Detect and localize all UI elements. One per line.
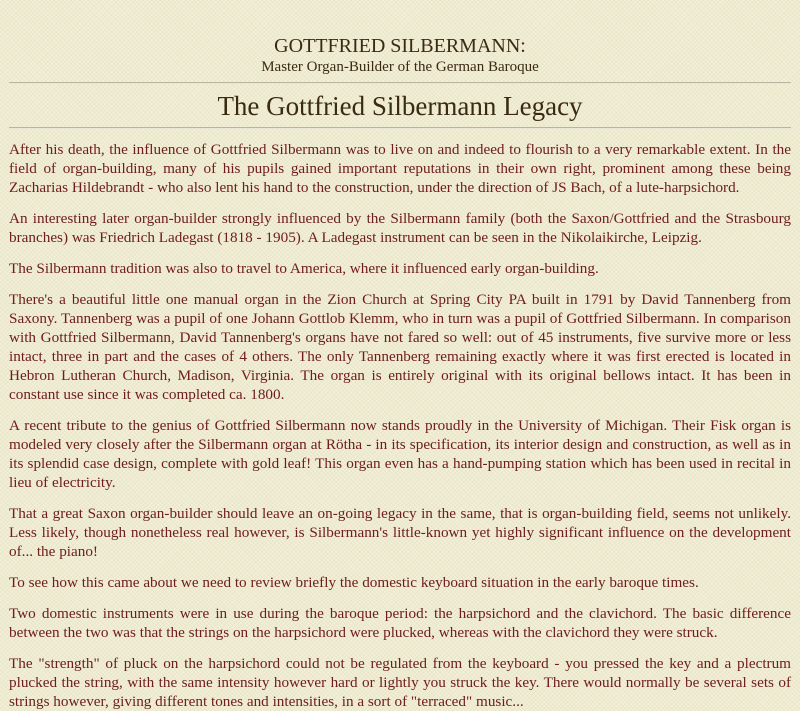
article-body [9, 140, 791, 711]
paragraph: Two domestic instruments were in use during the baroque period: the harpsichord and the clavichord. The basic difference between the two was that the strings on the harpsichord were plucked, whereas with the clavichord they were struck. [9, 605, 791, 641]
divider [9, 127, 791, 129]
paragraph: The Silbermann tradition was also to travel to America, where it influenced early organ-building. [9, 260, 599, 277]
page-title: The Gottfried Silbermann Legacy [217, 91, 583, 121]
paragraph: An interesting later organ-builder strongly influenced by the Silbermann family (both the Saxon/Gottfried and the Strasbourg branches) was Friedrich Ladegast (1818 - 1905). A Ladegast instrument can be seen in the Nikolaikirche, Leipzig. [9, 210, 791, 246]
site-subtitle: Master Organ-Builder of the German Baroque [261, 59, 539, 75]
paragraph: That a great Saxon organ-builder should leave an on-going legacy in the same, that is organ-building field, seems not unlikely. Less likely, though nonetheless real however, is Silbermann's little-known yet highly significant influence on the development of... the piano! [9, 505, 791, 560]
paragraph: To see how this came about we need to review briefly the domestic keyboard situation in the early baroque times. [9, 574, 699, 591]
site-title: GOTTFRIED SILBERMANN: [274, 35, 526, 57]
site-header [9, 0, 791, 76]
paragraph: There's a beautiful little one manual organ in the Zion Church at Spring City PA built in 1791 by David Tannenberg from Saxony. Tannenberg was a pupil of one Johann Gottlob Klemm, who in turn was a pupil of Gottfried Silbermann. In comparison with Gottfried Silbermann, David Tannenberg's organs have not fared so well: out of 45 instruments, five survive more or less intact, three in part and the cases of 4 others. The only Tannenberg remaining exactly where it was first erected is located in Hebron Lutheran Church, Madison, Virginia. The organ is entirely original with its original bellows intact. It has been in constant use since it was completed ca. 1800. [9, 291, 791, 403]
paragraph: The "strength" of pluck on the harpsichord could not be regulated from the keyboard - you pressed the key and a plectrum plucked the string, with the same intensity however hard or lightly you struck the key. There would normally be several sets of strings however, giving different tones and intensities, in a sort of "terraced" music... [9, 655, 791, 710]
paragraph: A recent tribute to the genius of Gottfried Silbermann now stands proudly in the University of Michigan. Their Fisk organ is modeled very closely after the Silbermann organ at Rötha - in its specification, its interior design and construction, as well as in its splendid case design, complete with gold leaf! This organ even has a hand-pumping station which has been used in recital in lieu of electricity. [9, 417, 791, 491]
divider [9, 82, 791, 84]
paragraph: After his death, the influence of Gottfried Silbermann was to live on and indeed to flourish to a very remarkable extent. In the field of organ-building, many of his pupils gained important reputations in their own right, prominent among these being Zacharias Hildebrandt - who also lent his hand to the construction, under the direction of JS Bach, of a lute-harpsichord. [9, 141, 791, 196]
